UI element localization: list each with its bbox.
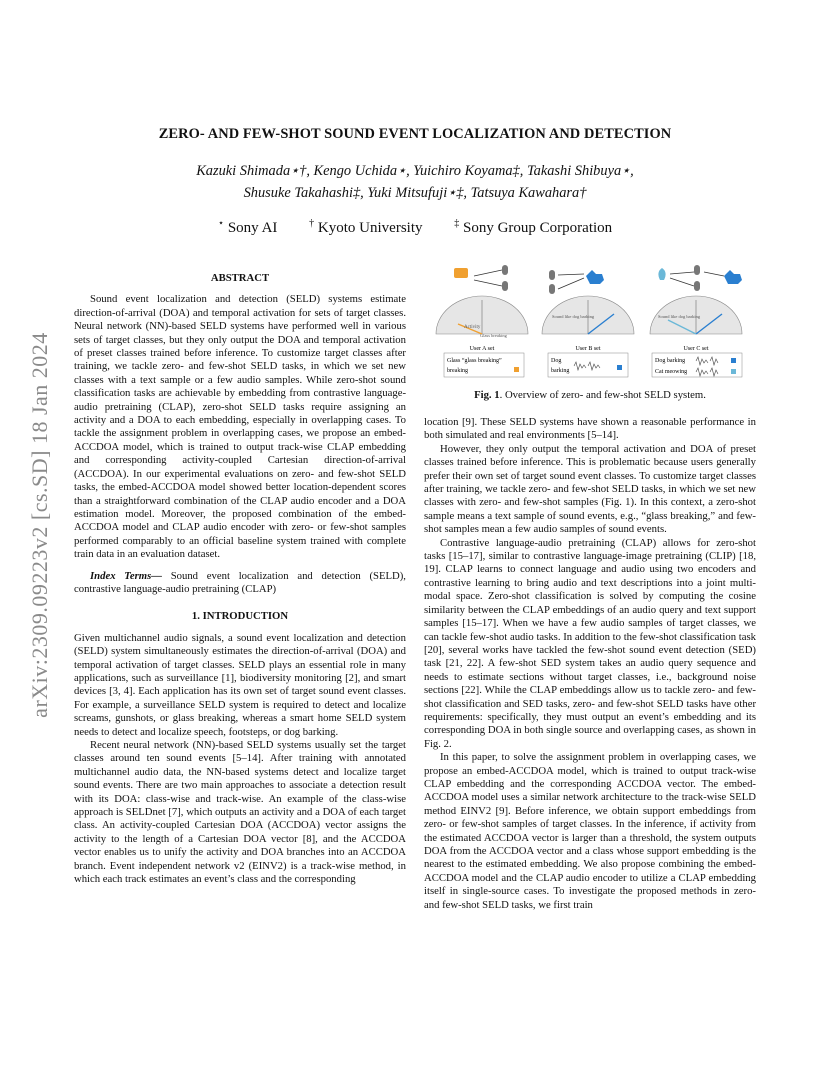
figure-panel-b	[542, 270, 634, 377]
user-set-label: User B set	[575, 346, 601, 352]
figure-1	[424, 262, 756, 382]
microphone-icon	[502, 265, 508, 275]
cat-icon	[658, 268, 665, 280]
support-class-name: Dog barking	[655, 358, 686, 364]
dome-label: Sound like dog barking	[552, 314, 595, 319]
class-color-marker	[617, 365, 622, 370]
affiliations	[74, 218, 756, 237]
intro-paragraph-1: Given multichannel audio signals, a sound event localization and detection (SELD) system simultaneously estimates the direction-of-arrival (DOA) and temporal activation of target classes. SELD plays an essential role in many applications, such as surveillance [1], biodiversity monitoring [2], and smart devices [3, 4]. Each application has its own set of target sound event classes. For example, a surveillance SELD system is required to detect and localize screams, gunshots, or glass breaking, whereas a smart home SELD system needs to detect and localize speech, footsteps, or dog barking.	[74, 631, 406, 738]
figure-panel-c	[650, 265, 742, 377]
authors-line-1: Kazuki Shimada⋆†, Kengo Uchida⋆, Yuichiro Koyama‡, Takashi Shibuya⋆,	[196, 163, 634, 179]
waveform-icon	[696, 368, 718, 376]
class-color-marker	[514, 367, 519, 372]
microphone-icon	[694, 265, 700, 275]
right-column	[424, 416, 756, 912]
intro-paragraph-6: In this paper, to solve the assignment problem in overlapping cases, we propose an embed-ACCDOA model, which is trained to output track-wise CLAP embedding and the corresponding ACCDOA vector. The embed-ACCDOA model uses a similar network architecture to the track-wise SELD method EINV2 [9]. Before inference, we obtain support embeddings from zero- or few-shot samples of target classes. In the inference, if activity from the estimated ACCDOA vector is larger than a threshold, the system outputs DOA from the ACCDOA vector and a class whose support embedding is the nearest to the estimated embedding. We also propose combining the embed-ACCDOA model and the CLAP audio encoder to utilize a CLAP embedding itself in single-source cases. To investigate the proposed methods in zero- and few-shot SELD tasks, we first train	[424, 751, 756, 911]
index-terms: Index Terms— Sound event localization and detection (SELD), contrastive language-audio pretraining (CLAP)	[74, 569, 406, 595]
affiliation-sony-ai: ⋆ Sony AI	[217, 218, 278, 236]
authors-line-2: Shusuke Takahashi‡, Yuki Mitsufuji⋆‡, Tatsuya Kawahara†	[243, 185, 587, 201]
microphone-icon	[549, 284, 555, 294]
support-class-name-2: barking	[551, 368, 570, 374]
dome-sub-label: Glass breaking	[480, 333, 507, 338]
dog-icon	[724, 270, 742, 284]
support-class-name: breaking	[447, 368, 468, 374]
waveform-icon	[696, 357, 718, 365]
microphone-icon	[502, 281, 508, 291]
user-set-label: User C set	[683, 346, 709, 352]
support-sample-text: Glass “glass breaking”	[447, 358, 502, 364]
user-set-label: User A set	[469, 346, 495, 352]
affiliation-kyoto: † Kyoto University	[309, 218, 423, 236]
index-terms-label: Index Terms—	[90, 569, 162, 582]
abstract-text: Sound event localization and detection (SELD) systems estimate direction-of-arrival (DOA) and temporal activation for sets of target classes. Neural network (NN)-based SELD systems have performed well in various sets of target classes, but they only output the DOA and temporal activation of preset classes trained before inference. To customize target classes after training, we tackle zero- and few-shot SELD tasks, in which we set new classes with a text sample or a few audio samples. While zero-shot sound classification tasks are achievable by embedding from contrastive language-audio pretraining (CLAP), zero-shot SELD tasks require assigning an activity and a DOA to each embedding, especially in overlapping cases. To tackle the assignment problem in overlapping cases, we propose an embed-ACCDOA model, which is trained to output track-wise CLAP embedding and corresponding activity-coupled Cartesian direction-of-arrival (ACCDOA). In our experimental evaluations on zero- and few-shot SELD tasks, the embed-ACCDOA model showed better location-dependent scores than a straightforward combination of the CLAP audio encoder and a DOA estimation model. Moreover, the proposed combination of the embed-ACCDOA model and CLAP audio encoder with zero- or few-shot samples performed comparably to an official baseline system trained with complete train data in an evaluation dataset.	[74, 293, 406, 561]
glass-icon	[454, 268, 468, 278]
class-color-marker	[731, 358, 736, 363]
figure-caption: Fig. 1. Overview of zero- and few-shot SELD system.	[474, 389, 706, 401]
arxiv-stamp: arXiv:2309.09223v2 [cs.SD] 18 Jan 2024	[27, 332, 52, 718]
microphone-icon	[694, 281, 700, 291]
dome-label: Activity	[464, 325, 481, 330]
figure-panel-a	[436, 265, 528, 377]
intro-paragraph-3: location [9]. These SELD systems have shown a reasonable performance in both simulated and real environments [5–14].	[424, 416, 756, 442]
support-class-name: Dog	[551, 358, 562, 364]
waveform-icon	[574, 362, 600, 370]
intro-paragraph-5: Contrastive language-audio pretraining (CLAP) allows for zero-shot tasks [15–17], similar to contrastive language-image pretraining (CLIP) [18, 19]. CLAP learns to connect language and audio using two encoders and contrastive learning to bring audio and text descriptions into a joint multi-modal space. Zero-shot classification is solved by computing the cosine similarity between the CLAP embeddings of an audio query and text support samples [15–17]. When we have a few audio samples of target classes, we can tackle few-shot audio tasks. In addition to the few-shot classification task [20], several works have tackled the few-shot sound event detection (SED) task [21, 22]. A few-shot SED system takes an audio query sequence and needs to estimate sections without target classes, i.e., background noise sections [22]. While the CLAP embeddings allow us to tackle zero- and few-shot classification and SED tasks, zero- and few-shot SELD tasks have other requirements: specifically, they must output an event’s embedding and its corresponding DOA in both single source and overlapping cases, as shown in Fig. 2.	[424, 536, 756, 750]
paper-title: ZERO- AND FEW-SHOT SOUND EVENT LOCALIZATION AND DETECTION	[158, 126, 672, 142]
class-color-marker	[731, 369, 736, 374]
author-list	[74, 160, 756, 204]
affiliation-sony-group: ‡ Sony Group Corporation	[454, 218, 613, 236]
dog-icon	[586, 270, 604, 284]
microphone-icon	[549, 270, 555, 280]
intro-paragraph-4: However, they only output the temporal activation and DOA of preset classes trained before inference. This is problematic because users generally prefer their own set of target sound event classes. To customize target classes after training, we tackle zero- and few-shot SELD tasks, in which we set new classes with zero- and few-shot samples (Fig. 1). In this context, a zero-shot sample means a text sample of sound events, e.g., “glass breaking,” and few-shot samples mean a few audio samples of sound events.	[424, 442, 756, 536]
abstract-heading: ABSTRACT	[210, 272, 270, 284]
intro-paragraph-2: Recent neural network (NN)-based SELD systems usually set the target classes around ten sound events [5–14]. After training with annotated multichannel audio data, the NN-based systems detect and localize target sound events. There are two main approaches to associate a detection result with its DOA: class-wise and track-wise. An example of the class-wise approach is SELDnet [7], which outputs an activity and a DOA of each target class. An activity-coupled Cartesian DOA (ACCDOA) vector assigns the activity to the length of a Cartesian DOA vector [8], and the ACCDOA vector enables us to unify the activity and DOA branches into an ACCDOA branch. Event independent network v2 (EINV2) is a track-wise method, in which each track estimates an event’s class and the corresponding	[74, 739, 406, 886]
left-column	[74, 272, 406, 886]
intro-heading: 1. INTRODUCTION	[191, 610, 289, 623]
dome-label: Sound like dog barking	[658, 314, 701, 319]
support-class-name-2: Cat meowing	[655, 369, 688, 375]
